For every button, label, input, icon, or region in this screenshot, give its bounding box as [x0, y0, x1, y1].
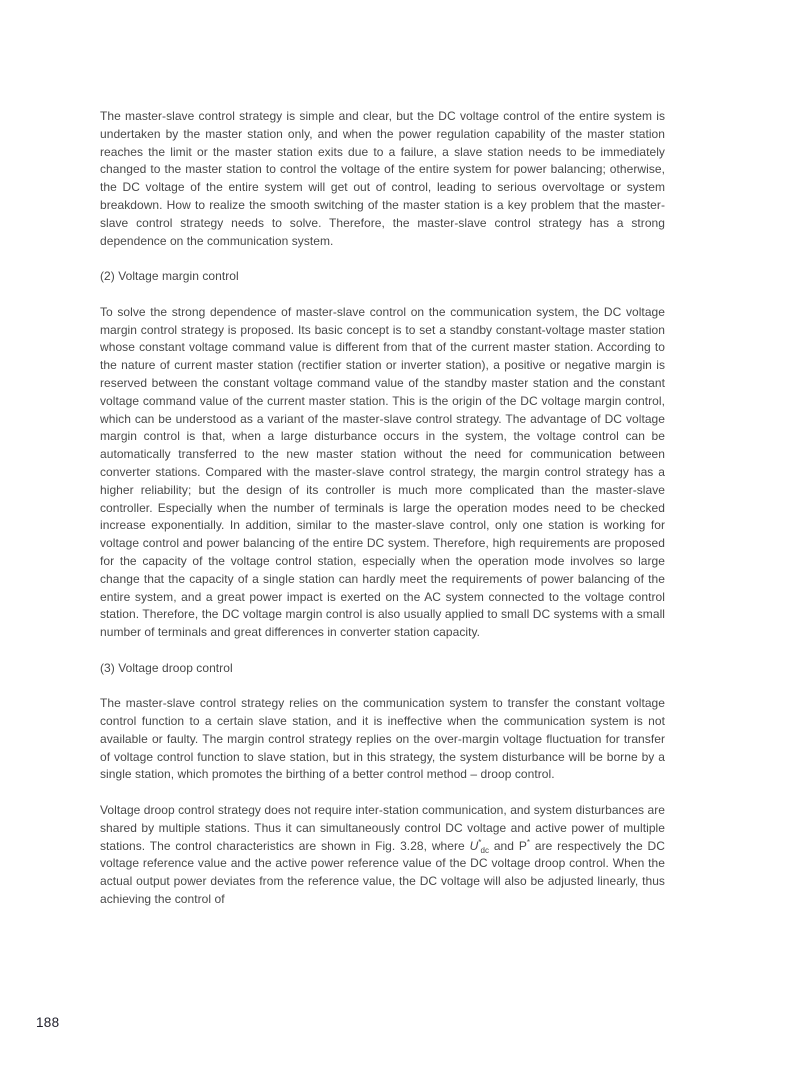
text-run: (3) Voltage droop control [100, 660, 233, 675]
text-run: The master-slave control strategy relies on the communication system to transfer the constant voltage control function to a certain slave station, and it is ineffective when the communication system is not available or faulty. The margin control strategy replies on the over-margin voltage fluctuation for transfer of voltage control function to slave station, but in this strategy, the system disturbance will be borne by a single station, which promotes the birthing of a better control method – droop control. [100, 696, 665, 782]
page-text-content [100, 108, 665, 927]
text-run: (2) Voltage margin control [100, 269, 239, 284]
text-run: The master-slave control strategy is simple and clear, but the DC voltage control of the entire system is undertaken by the master station only, and when the power regulation capability of the master station reaches the limit or the master station exits due to a failure, a slave station needs to be immediately changed to the master station to control the voltage of the entire system for power balancing; otherwise, the DC voltage of the entire system will get out of control, leading to serious overvoltage or system breakdown. How to realize the smooth switching of the master station is a key problem that the master-slave control strategy needs to solve. Therefore, the master-slave control strategy has a strong dependence on the communication system. [100, 109, 665, 248]
text-run: U [469, 838, 479, 853]
text-run: * [478, 837, 482, 847]
paragraph [100, 108, 665, 250]
section-heading [100, 268, 665, 286]
text-run: and P [489, 838, 527, 853]
text-run: dc [480, 846, 490, 856]
paragraph [100, 695, 665, 784]
text-run: To solve the strong dependence of master-slave control on the communication system, the DC voltage margin control strategy is proposed. Its basic concept is to set a standby constant-voltage master station whose constant voltage command value is different from that of the current master station. According to the nature of current master station (rectifier station or inverter station), a positive or negative margin is reserved between the constant voltage command value of the standby master station and the constant voltage command value of the current master station. This is the origin of the DC voltage margin control, which can be understood as a variant of the master-slave control strategy. The advantage of DC voltage margin control is that, when a large disturbance occurs in the system, the voltage control can be automatically transferred to the new master station without the need for communication between converter stations. Compared with the master-slave control strategy, the margin control strategy has a higher reliability; but the design of its controller is much more complicated than the master-slave controller. Especially when the number of terminals is large the operation modes need to be checked increase exponentially. In addition, similar to the master-slave control, only one station is working for voltage control and power balancing of the entire DC system. Therefore, high requirements are proposed for the capacity of the voltage control station, especially when the operation mode involves so large change that the capacity of a single station can hardly meet the requirements of power balancing of the entire system, and a great power impact is exerted on the AC system connected to the voltage control station. Therefore, the DC voltage margin control is also usually applied to small DC systems with a small number of terminals and great differences in converter station capacity. [100, 304, 665, 640]
text-run: * [526, 837, 531, 847]
paragraph [100, 802, 665, 909]
page-number: 188 [36, 1015, 60, 1030]
paragraph [100, 304, 665, 642]
section-heading [100, 660, 665, 678]
text-run: Voltage droop control strategy does not require inter-station communication, and system disturbances are shared by multiple stations. Thus it can simultaneously control DC voltage and active power of multiple stations. The control characteristics are shown in Fig. 3.28, where [100, 803, 665, 853]
text-run: are respectively the DC voltage reference value and the active power reference value of the DC voltage droop control. When the actual output power deviates from the reference value, the DC voltage will also be adjusted linearly, thus achieving the control of [100, 838, 665, 907]
